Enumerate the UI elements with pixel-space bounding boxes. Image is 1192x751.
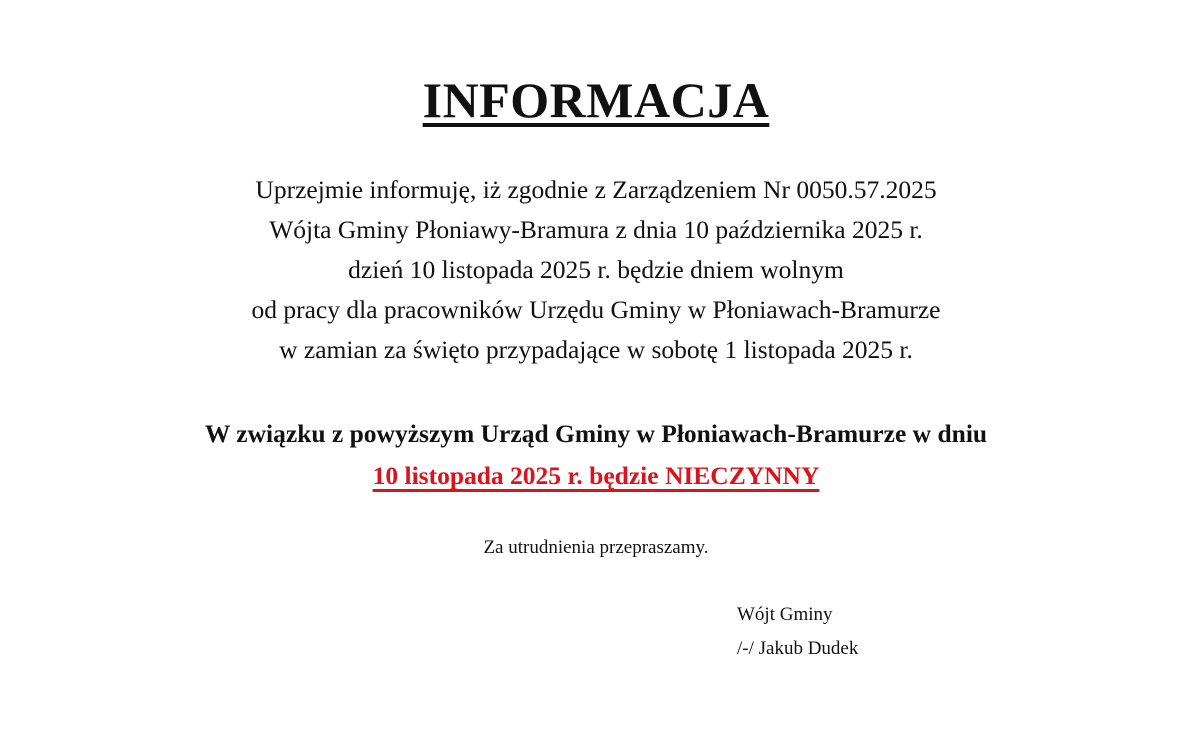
main-paragraph <box>0 170 1192 370</box>
paragraph-line: Wójta Gminy Płoniawy-Bramura z dnia 10 października 2025 r. <box>269 215 923 244</box>
paragraph-line: dzień 10 listopada 2025 r. będzie dniem wolnym <box>348 255 844 284</box>
signature-block <box>737 598 858 666</box>
apology-text: Za utrudnienia przepraszamy. <box>483 537 709 558</box>
title-text: INFORMACJA <box>422 72 770 128</box>
paragraph-line: w zamian za święto przypadające w sobotę 1 listopada 2025 r. <box>279 335 913 364</box>
closure-notice <box>0 413 1192 497</box>
paragraph-line: od pracy dla pracowników Urzędu Gminy w Płoniawach-Bramurze <box>251 295 941 324</box>
signature-name: /-/ Jakub Dudek <box>737 638 859 659</box>
document-title <box>0 70 1192 130</box>
signature-role: Wójt Gminy <box>737 604 833 625</box>
closure-date-highlight: 10 listopada 2025 r. będzie NIECZYNNY <box>372 461 820 490</box>
paragraph-line: Uprzejmie informuję, iż zgodnie z Zarządzeniem Nr 0050.57.2025 <box>255 175 937 204</box>
notice-line: W związku z powyższym Urząd Gminy w Płoniawach-Bramurze w dniu <box>204 419 988 448</box>
